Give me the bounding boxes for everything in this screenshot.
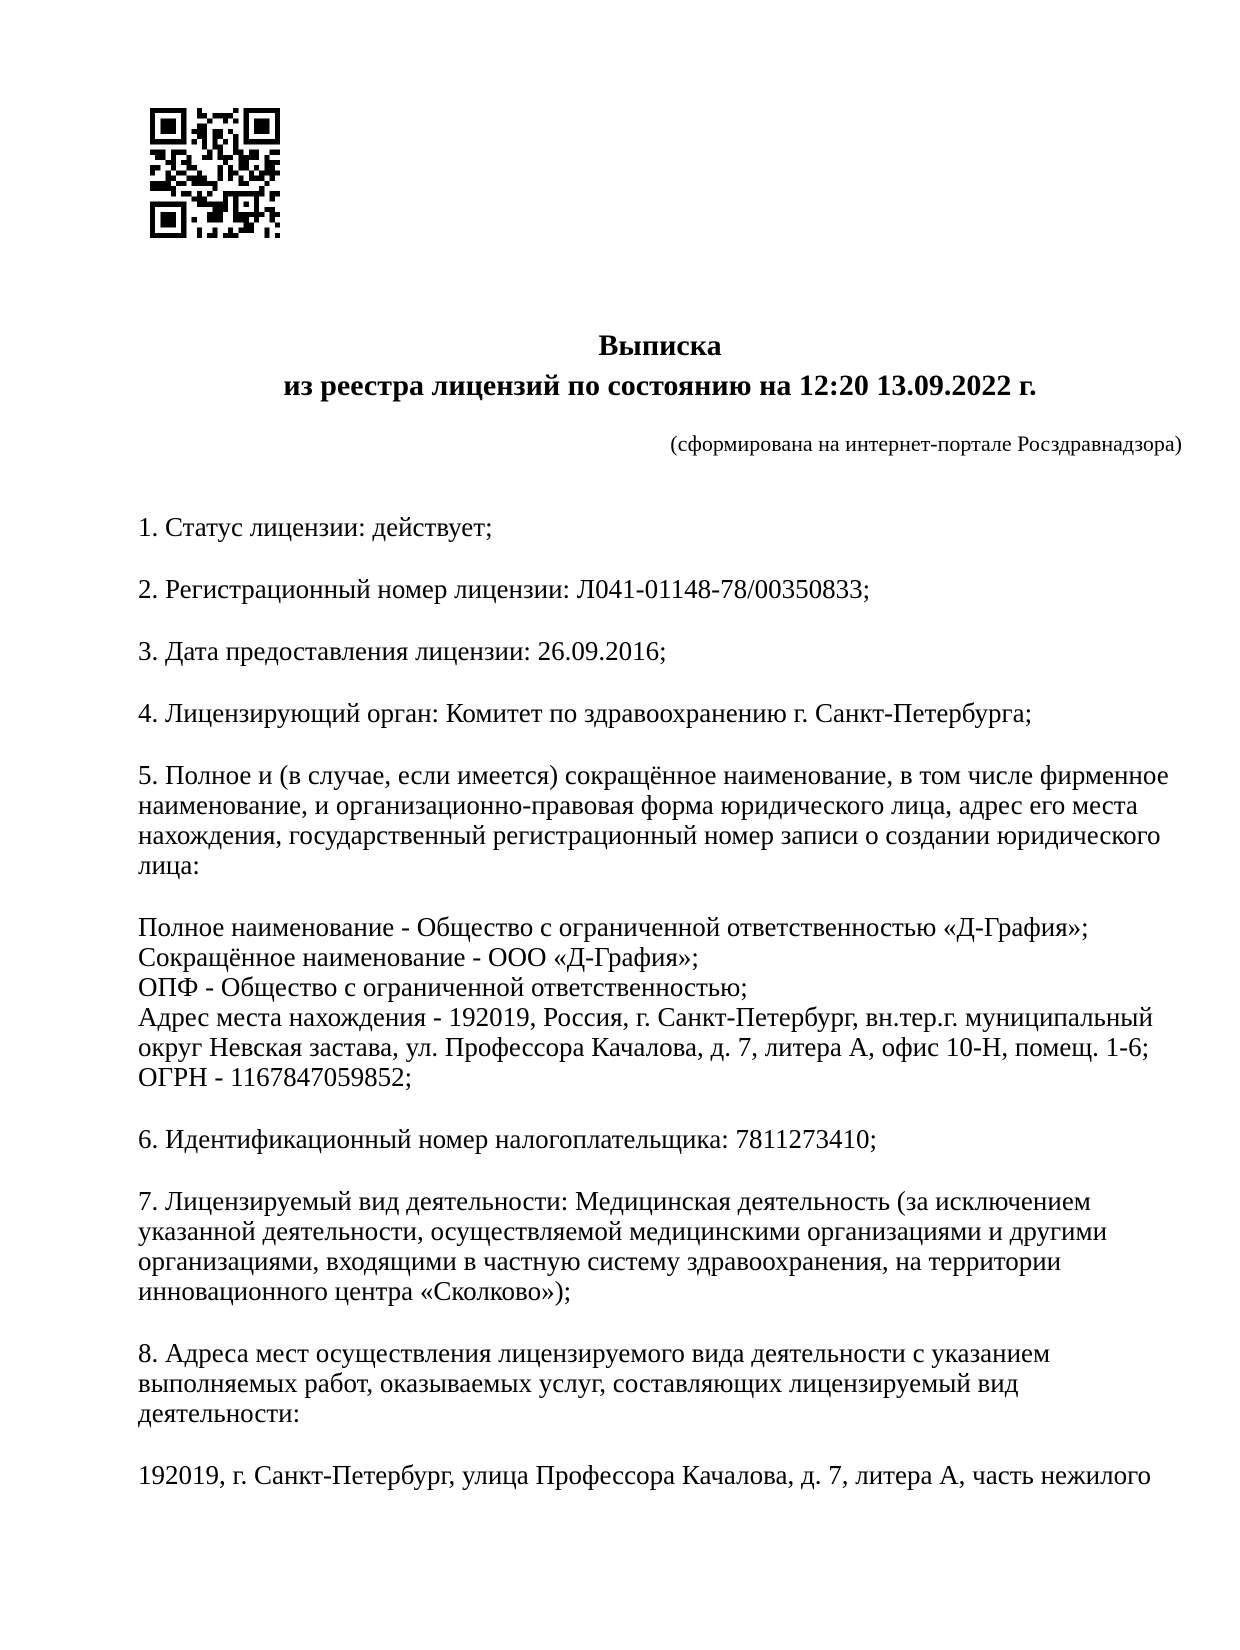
title-line-1: Выписка [598, 329, 722, 362]
item-8-activity-addresses-intro: 8. Адреса мест осуществления лицензируемого вида деятельности с указанием выполняемых работ, оказываемых услуг, составляющих лицензируемый вид деятельности: [138, 1338, 1051, 1428]
document-title [138, 326, 1182, 406]
opf-line: ОПФ - Общество с ограниченной ответственностью; [138, 972, 748, 1002]
activity-address-line: 192019, г. Санкт-Петербург, улица Профессора Качалова, д. 7, литера А, часть нежилого [138, 1460, 1152, 1490]
address-line: Адрес места нахождения - 192019, Россия, г. Санкт-Петербург, вн.тер.г. муниципальный округ Невская застава, ул. Профессора Качалова, д. 7, литера А, офис 10-Н, помещ. 1-6; [138, 1002, 1153, 1062]
item-4-licensing-authority: 4. Лицензирующий орган: Комитет по здравоохранению г. Санкт-Петербурга; [138, 698, 1033, 728]
ogrn-line: ОГРН - 1167847059852; [138, 1062, 413, 1092]
short-name-line: Сокращённое наименование - ООО «Д-Графия»; [138, 942, 699, 972]
item-5-intro: 5. Полное и (в случае, если имеется) сокращённое наименование, в том числе фирменное наименование, и организационно-правовая форма юридического лица, адрес его места нахождения, государственный регистрационный номер записи о создании юридического лица: [138, 760, 1169, 880]
document-content [138, 0, 1182, 1490]
item-2-registration-number: 2. Регистрационный номер лицензии: Л041-01148-78/00350833; [138, 574, 871, 604]
item-3-grant-date: 3. Дата предоставления лицензии: 26.09.2016; [138, 636, 667, 666]
item-6-inn: 6. Идентификационный номер налогоплательщика: 7811273410; [138, 1124, 877, 1154]
document-body [138, 512, 1182, 1490]
item-7-licensed-activity: 7. Лицензируемый вид деятельности: Медицинская деятельность (за исключением указанной деятельности, осуществляемой медицинскими организациями и другими организациями, входящими в частную систему здравоохранения, на территории инновационного центра «Сколково»); [138, 1186, 1108, 1306]
item-5-details [138, 912, 1182, 1092]
full-name-line: Полное наименование - Общество с ограниченной ответственностью «Д-Графия»; [138, 912, 1089, 942]
title-line-2: из реестра лицензий по состоянию на 12:20 13.09.2022 г. [283, 369, 1037, 402]
document-subtitle: (сформирована на интернет-портале Росздравнадзора) [670, 431, 1182, 456]
item-1-license-status: 1. Статус лицензии: действует; [138, 512, 493, 542]
